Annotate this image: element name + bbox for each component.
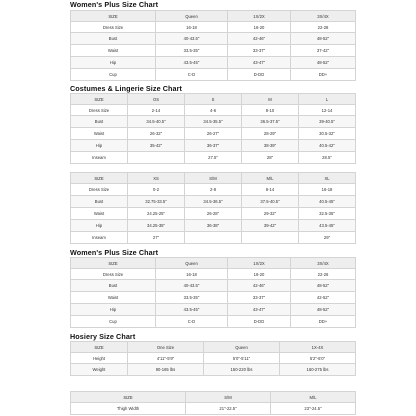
table-cell: 27" [128, 232, 185, 244]
row-label: Hip [71, 304, 156, 316]
table-row [71, 304, 356, 316]
header-cell: 1X-4X [280, 342, 356, 353]
table-row [71, 403, 356, 415]
table-cell: 26-27" [185, 128, 242, 140]
table-row [71, 353, 356, 364]
plus-size-chart-title-2: Women's Plus Size Chart [70, 248, 159, 257]
table-row [71, 152, 356, 164]
header-cell: SIZE [71, 173, 128, 184]
row-label: Dress Size [71, 184, 128, 196]
table-cell: 34.5-35.5" [185, 116, 242, 128]
table-cell: 4'11"-5'9" [128, 353, 204, 364]
table-header-row [71, 392, 356, 403]
row-label: Waist [71, 128, 128, 140]
table-cell: D-DD [228, 69, 291, 81]
table-row [71, 128, 356, 140]
row-label: Height [71, 353, 128, 364]
header-cell: Queen [156, 11, 228, 22]
row-label: Dress Size [71, 105, 128, 116]
header-cell: M [242, 94, 299, 105]
table-cell: 34.5-40.5" [128, 116, 185, 128]
table-cell: 12-14 [299, 105, 356, 116]
table-cell: 37.5-40.5" [242, 196, 299, 208]
table-cell: 29" [299, 232, 356, 244]
table-row [71, 22, 356, 33]
table-cell: 8-10 [242, 105, 299, 116]
table-cell: 16-20 [228, 22, 291, 33]
table-cell: 39-40.5" [299, 116, 356, 128]
table-cell: 43-47" [228, 57, 291, 69]
table-cell: 33-37" [228, 45, 291, 57]
table-cell: DD+ [291, 69, 356, 81]
table-cell: 150-220 lbs [204, 364, 280, 376]
table-row [71, 140, 356, 152]
table-cell: 160-275 lbs [280, 364, 356, 376]
table-cell [128, 152, 185, 164]
table-row [71, 196, 356, 208]
table-cell: 24.25-25" [128, 208, 185, 220]
table-cell: 28.5" [299, 152, 356, 164]
header-cell: S/M [186, 392, 271, 403]
table-row [71, 45, 356, 57]
table-cell [185, 232, 242, 244]
table-cell: 33.5-35" [156, 292, 228, 304]
table-cell: 42-52" [291, 292, 356, 304]
table-cell: 22-26 [291, 269, 356, 280]
row-label: Inseam [71, 232, 128, 244]
header-cell: S [185, 94, 242, 105]
table-cell: 48-52" [291, 304, 356, 316]
table-cell: 36-37" [185, 140, 242, 152]
table-cell: 48-52" [291, 33, 356, 45]
header-cell: SIZE [71, 11, 156, 22]
table-cell: 34.5-36.5" [185, 196, 242, 208]
header-cell: Queen [204, 342, 280, 353]
table-cell: 5'0"-5'11" [204, 353, 280, 364]
table-cell: 43-47" [228, 304, 291, 316]
table-header-row [71, 342, 356, 353]
table-row [71, 69, 356, 81]
row-label: Bust [71, 280, 156, 292]
table-row [71, 280, 356, 292]
table-cell: 42-46" [228, 33, 291, 45]
table-cell: DD+ [291, 316, 356, 328]
table-row [71, 220, 356, 232]
plus-size-table-1 [70, 10, 356, 81]
plus-size-chart-title-1: Women's Plus Size Chart [70, 0, 159, 9]
table-cell: 37-42" [291, 45, 356, 57]
costumes-lingerie-table [70, 93, 356, 164]
table-row [71, 316, 356, 328]
table-row [71, 116, 356, 128]
table-cell: 90-165 lbs [128, 364, 204, 376]
table-cell: 36.5-37.5" [242, 116, 299, 128]
table-cell: 26-28" [185, 208, 242, 220]
table-row [71, 269, 356, 280]
table-cell: D-DD [228, 316, 291, 328]
table-cell: 4-6 [185, 105, 242, 116]
table-cell: 2-14 [128, 105, 185, 116]
row-label: Dress Size [71, 22, 156, 33]
table-cell: 22-28 [291, 22, 356, 33]
table-row [71, 292, 356, 304]
table-cell: 43.5-45" [299, 220, 356, 232]
row-label: Bust [71, 116, 128, 128]
header-cell: M/L [242, 173, 299, 184]
header-cell: SIZE [71, 342, 128, 353]
header-cell: SIZE [71, 392, 186, 403]
row-label: Cup [71, 316, 156, 328]
header-cell: XL [299, 173, 356, 184]
table-row [71, 105, 356, 116]
table-cell: 40.5-42" [299, 140, 356, 152]
header-cell: 3X/4X [291, 258, 356, 269]
header-cell: L [299, 94, 356, 105]
table-cell: 29-32" [242, 208, 299, 220]
table-cell: 32.5-35" [299, 208, 356, 220]
table-row [71, 184, 356, 196]
table-cell: 40.5-45" [299, 196, 356, 208]
table-cell: 23"-24.5" [271, 403, 356, 415]
costumes-lingerie-chart-title: Costumes & Lingerie Size Chart [70, 84, 183, 93]
header-cell: 1X/2X [228, 11, 291, 22]
row-label: Bust [71, 196, 128, 208]
table-cell: 33.5-35" [156, 45, 228, 57]
row-label: Hip [71, 140, 128, 152]
table-cell: 35-42" [128, 140, 185, 152]
table-cell: C-D [156, 316, 228, 328]
table-header-row [71, 173, 356, 184]
row-label: Thigh Width [71, 403, 186, 415]
header-cell: OS [128, 94, 185, 105]
table-cell: 16-18 [156, 269, 228, 280]
table-row [71, 33, 356, 45]
header-cell: M/L [271, 392, 356, 403]
table-cell: 36-38" [185, 220, 242, 232]
table-cell: 21"-22.5" [186, 403, 271, 415]
hosiery-chart-title: Hosiery Size Chart [70, 332, 136, 341]
plus-size-table-2 [70, 257, 356, 328]
table-cell: 8-14 [242, 184, 299, 196]
table-cell: 28" [242, 152, 299, 164]
table-cell [242, 232, 299, 244]
table-cell: 16-20 [228, 269, 291, 280]
table-row [71, 232, 356, 244]
table-cell: 40-43.5" [156, 280, 228, 292]
table-cell: 40-43.5" [156, 33, 228, 45]
row-label: Waist [71, 292, 156, 304]
table-cell: 30.5-32" [299, 128, 356, 140]
table-cell: 34.25-35" [128, 220, 185, 232]
header-cell: SIZE [71, 94, 128, 105]
header-cell: XS [128, 173, 185, 184]
row-label: Weight [71, 364, 128, 376]
row-label: Hip [71, 57, 156, 69]
table-cell: 43.5-45" [156, 304, 228, 316]
row-label: Cup [71, 69, 156, 81]
table-cell: 16-18 [156, 22, 228, 33]
table-cell: 48-52" [291, 57, 356, 69]
table-cell: 42-46" [228, 280, 291, 292]
header-cell: Queen [156, 258, 228, 269]
table-header-row [71, 258, 356, 269]
table-cell: 48-52" [291, 280, 356, 292]
table-header-row [71, 94, 356, 105]
table-cell: 27.5" [185, 152, 242, 164]
row-label: Inseam [71, 152, 128, 164]
hosiery-table [70, 341, 356, 376]
table-cell: 26-32" [128, 128, 185, 140]
row-label: Hip [71, 220, 128, 232]
table-cell: 16-18 [299, 184, 356, 196]
table-row [71, 364, 356, 376]
table-row [71, 57, 356, 69]
header-cell: One Size [128, 342, 204, 353]
table-cell: C-D [156, 69, 228, 81]
row-label: Bust [71, 33, 156, 45]
header-cell: 3X/4X [291, 11, 356, 22]
header-cell: 1X/2X [228, 258, 291, 269]
table-cell: 39-42" [242, 220, 299, 232]
table-cell: 38-39" [242, 140, 299, 152]
header-cell: SIZE [71, 258, 156, 269]
table-cell: 2-8 [185, 184, 242, 196]
costume-size-table-2 [70, 172, 356, 244]
row-label: Dress Size [71, 269, 156, 280]
table-cell: 33-37" [228, 292, 291, 304]
table-cell: 28-29" [242, 128, 299, 140]
header-cell: S/M [185, 173, 242, 184]
row-label: Waist [71, 45, 156, 57]
table-cell: 32.75-33.5" [128, 196, 185, 208]
row-label: Waist [71, 208, 128, 220]
table-header-row [71, 11, 356, 22]
table-cell: 5'2"-6'0" [280, 353, 356, 364]
table-cell: 43.5-45" [156, 57, 228, 69]
table-cell: 0-2 [128, 184, 185, 196]
thigh-width-table [70, 391, 356, 415]
table-row [71, 208, 356, 220]
